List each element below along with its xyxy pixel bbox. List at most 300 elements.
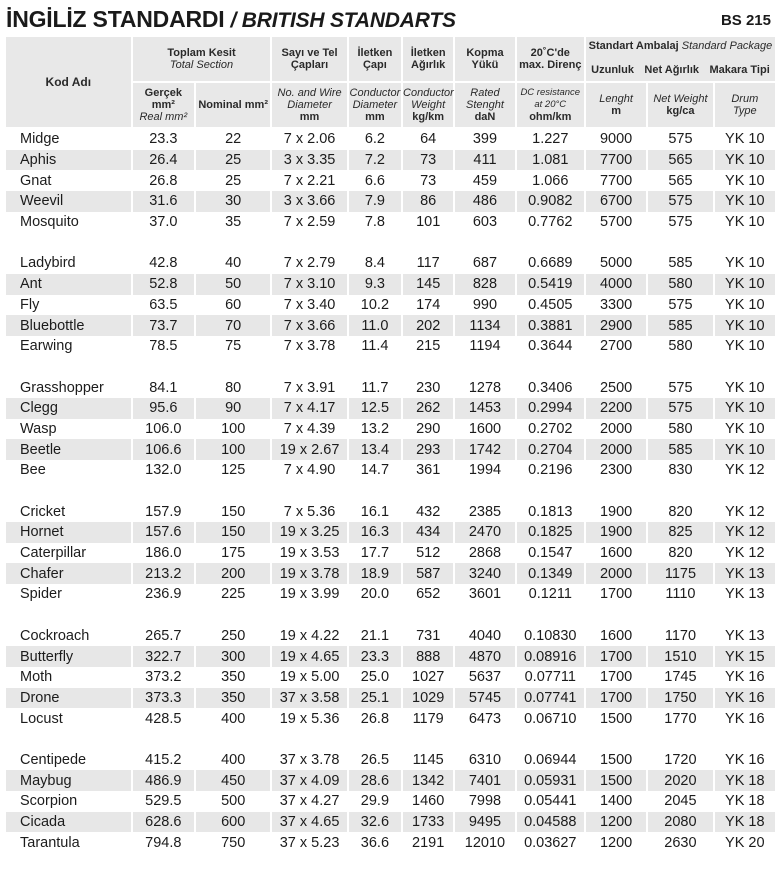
length-cell: 2200: [586, 398, 646, 419]
table-row: [6, 315, 775, 336]
code-name-cell: Cicada: [6, 812, 131, 833]
conductor-weight-cell: 731: [416, 627, 441, 644]
wire-config-cell: 7 x 4.90: [283, 462, 336, 479]
code-name-cell: Moth: [20, 669, 53, 686]
rated-strength-cell: 4870: [455, 646, 514, 667]
net-weight-cell: 2630: [664, 834, 697, 851]
real-section-cell: 157.9: [145, 503, 182, 520]
code-name-cell: Spider: [20, 586, 62, 603]
code-name-cell: Weevil: [6, 191, 131, 212]
dc-resistance-cell: 0.1813: [528, 503, 573, 520]
header-strength: [455, 37, 514, 83]
net-weight-cell: 580: [668, 338, 693, 355]
conductor-weight-cell: 101: [416, 214, 441, 231]
conductor-weight-cell: 434: [403, 522, 453, 543]
net-weight-cell: 575: [648, 398, 712, 419]
conductor-diameter-cell: 36.6: [360, 834, 390, 851]
nominal-section-cell: 150: [221, 503, 246, 520]
wire-config-cell: 19 x 5.00: [279, 669, 340, 686]
wire-config-cell: 3 x 3.66: [272, 191, 346, 212]
drum-type-cell: YK 18: [725, 793, 765, 810]
conductor-diameter-cell: 6.2: [364, 131, 385, 148]
conductor-diameter-cell: 25.1: [349, 688, 401, 709]
rated-strength-cell: 3601: [468, 586, 502, 603]
rated-strength-cell: 6310: [468, 751, 502, 768]
header-dc-en-1: DC resistance: [520, 87, 581, 98]
conductor-weight-cell: 652: [416, 586, 441, 603]
table-row: [6, 791, 775, 812]
length-cell: 1700: [599, 586, 633, 603]
dc-resistance-cell: 0.06944: [524, 751, 577, 768]
table-row: [6, 563, 775, 584]
code-name-cell: Chafer: [6, 563, 131, 584]
length-cell: 1200: [586, 812, 646, 833]
code-name-cell: Cockroach: [20, 627, 90, 644]
table-row: [6, 522, 775, 543]
conductor-weight-cell: 202: [403, 315, 453, 336]
nominal-section-cell: 60: [225, 296, 242, 313]
conductor-weight-cell: 293: [403, 439, 453, 460]
table-row: [6, 543, 775, 564]
conductor-weight-cell: 145: [403, 274, 453, 295]
group-spacer: [6, 232, 775, 253]
drum-type-cell: YK 10: [715, 439, 775, 460]
header-real: [133, 83, 194, 129]
code-name-cell: Mosquito: [20, 214, 79, 231]
code-name-cell: Midge: [20, 131, 60, 148]
conductor-weight-cell: 1179: [412, 710, 444, 727]
code-name-cell: Drone: [6, 688, 131, 709]
header-dc-tr-2: max. Direnç: [519, 59, 582, 71]
real-section-cell: 157.6: [133, 522, 194, 543]
dc-resistance-cell: 0.05441: [524, 793, 577, 810]
dc-resistance-cell: 0.03627: [524, 834, 577, 851]
dc-resistance-cell: 0.7762: [528, 214, 573, 231]
rated-strength-cell: 7401: [455, 770, 514, 791]
wire-config-cell: 19 x 3.78: [272, 563, 346, 584]
length-cell: 1500: [599, 751, 633, 768]
code-name-cell: Scorpion: [20, 793, 78, 810]
code-name-cell: Hornet: [6, 522, 131, 543]
dc-resistance-cell: 0.07741: [517, 688, 584, 709]
rated-strength-cell: 828: [455, 274, 514, 295]
real-section-cell: 186.0: [145, 545, 182, 562]
code-name-cell: Caterpillar: [20, 545, 87, 562]
drum-type-cell: YK 10: [725, 214, 765, 231]
table-row: [6, 812, 775, 833]
table-row: [6, 501, 775, 522]
length-cell: 5700: [599, 214, 633, 231]
dc-resistance-cell: 0.1547: [528, 545, 573, 562]
length-cell: 2000: [599, 420, 633, 437]
conductor-weight-cell: 432: [416, 503, 441, 520]
rated-strength-cell: 4040: [468, 627, 502, 644]
nominal-section-cell: 100: [221, 420, 246, 437]
dc-resistance-cell: 1.227: [532, 131, 569, 148]
real-section-cell: 236.9: [145, 586, 182, 603]
drum-type-cell: YK 18: [715, 770, 775, 791]
drum-type-cell: YK 13: [715, 563, 775, 584]
conductor-weight-cell: 86: [403, 191, 453, 212]
header-real-en: Real mm²: [139, 111, 188, 123]
code-name-cell: Clegg: [6, 398, 131, 419]
wire-config-cell: 7 x 4.39: [283, 420, 336, 437]
drum-type-cell: YK 16: [725, 669, 765, 686]
conductor-weight-cell: 215: [416, 338, 441, 355]
conductor-weight-cell: 290: [416, 420, 441, 437]
wire-config-cell: 37 x 5.23: [279, 834, 340, 851]
dc-resistance-cell: 0.2196: [528, 462, 573, 479]
nominal-section-cell: 22: [225, 131, 242, 148]
length-cell: 2900: [586, 315, 646, 336]
net-weight-cell: 1745: [664, 669, 697, 686]
header-cond-dia-en: [349, 83, 401, 129]
code-name-cell: Aphis: [6, 150, 131, 171]
table-row: [6, 419, 775, 440]
table-row: [6, 253, 775, 274]
real-section-cell: 106.6: [133, 439, 194, 460]
conductor-weight-cell: 888: [403, 646, 453, 667]
wire-config-cell: 7 x 3.10: [272, 274, 346, 295]
length-cell: 1200: [599, 834, 633, 851]
nominal-section-cell: 175: [221, 545, 246, 562]
conductor-diameter-cell: 17.7: [360, 545, 390, 562]
rated-strength-cell: 603: [472, 214, 498, 231]
header-cond-wt-unit: kg/km: [412, 111, 445, 123]
nominal-section-cell: 150: [196, 522, 270, 543]
wire-config-cell: 7 x 3.91: [283, 379, 336, 396]
code-name-cell: Bee: [20, 462, 46, 479]
header-cond-wt-tr-1: İletken: [410, 47, 446, 59]
drum-type-cell: YK 10: [725, 379, 765, 396]
wire-config-cell: 19 x 3.53: [279, 545, 340, 562]
drum-type-cell: YK 20: [725, 834, 765, 851]
conductor-diameter-cell: 28.6: [349, 770, 401, 791]
wire-config-cell: 7 x 3.66: [272, 315, 346, 336]
rated-strength-cell: 1742: [455, 439, 514, 460]
conductor-weight-cell: 117: [416, 255, 440, 272]
table-row: [6, 750, 775, 771]
real-section-cell: 52.8: [133, 274, 194, 295]
nominal-section-cell: 600: [196, 812, 270, 833]
header-cond-dia-tr-2: Çapı: [362, 59, 387, 71]
length-cell: 1900: [586, 522, 646, 543]
real-section-cell: 106.0: [145, 420, 182, 437]
table-row: [6, 274, 775, 295]
conductor-diameter-cell: 14.7: [360, 462, 390, 479]
header-strength-tr-2: Yükü: [471, 59, 499, 71]
drum-type-cell: YK 16: [725, 710, 765, 727]
length-cell: 2500: [599, 379, 633, 396]
nominal-section-cell: 75: [225, 338, 242, 355]
conductor-diameter-cell: 7.9: [349, 191, 401, 212]
wire-config-cell: 19 x 5.36: [279, 710, 340, 727]
header-net-en: [648, 83, 712, 129]
rated-strength-cell: 2385: [468, 503, 502, 520]
nominal-section-cell: 50: [196, 274, 270, 295]
header-length-tr: Uzunluk: [591, 64, 634, 76]
conductor-diameter-cell: 11.7: [361, 379, 389, 396]
table-row: [6, 688, 775, 709]
table-row: [6, 439, 775, 460]
nominal-section-cell: 35: [225, 214, 242, 231]
header-length-unit: m: [611, 105, 621, 117]
nominal-section-cell: 125: [221, 462, 246, 479]
real-section-cell: 73.7: [133, 315, 194, 336]
dc-resistance-cell: 1.081: [517, 150, 584, 171]
conductor-diameter-cell: 11.0: [349, 315, 401, 336]
conductor-diameter-cell: 21.1: [360, 627, 390, 644]
real-section-cell: 26.4: [133, 150, 194, 171]
dc-resistance-cell: 0.2994: [517, 398, 584, 419]
standard-code: BS 215: [720, 12, 771, 29]
net-weight-cell: 1750: [648, 688, 712, 709]
drum-type-cell: YK 13: [725, 586, 765, 603]
rated-strength-cell: 7998: [468, 793, 502, 810]
wire-config-cell: 19 x 3.99: [279, 586, 340, 603]
nominal-section-cell: 400: [221, 751, 246, 768]
conductor-weight-cell: 1145: [412, 751, 444, 768]
header-cond-dia: [349, 37, 401, 83]
wire-config-cell: 19 x 3.25: [272, 522, 346, 543]
real-section-cell: 63.5: [149, 296, 178, 313]
drum-type-cell: YK 10: [715, 274, 775, 295]
table-row: [6, 646, 775, 667]
dc-resistance-cell: 1.066: [532, 172, 569, 189]
length-cell: 1500: [599, 710, 633, 727]
header-wires-en-2: Diameter: [287, 99, 332, 111]
length-cell: 9000: [599, 131, 633, 148]
code-name-cell: Beetle: [6, 439, 131, 460]
conductor-diameter-cell: 13.2: [360, 420, 390, 437]
header-strength-en-1: Rated: [470, 87, 500, 99]
nominal-section-cell: 350: [221, 669, 246, 686]
header-cond-wt: [403, 37, 453, 83]
header-nominal: Nominal mm²: [196, 83, 270, 129]
nominal-section-cell: 350: [196, 688, 270, 709]
dc-resistance-cell: 0.9082: [517, 191, 584, 212]
dc-resistance-cell: 0.4505: [528, 296, 573, 313]
length-cell: 1600: [599, 545, 633, 562]
wire-config-cell: 37 x 4.65: [272, 812, 346, 833]
wire-config-cell: 3 x 3.35: [272, 150, 346, 171]
group-spacer: [6, 729, 775, 750]
conductor-weight-cell: 73: [403, 150, 453, 171]
real-section-cell: 529.5: [145, 793, 182, 810]
nominal-section-cell: 70: [196, 315, 270, 336]
drum-type-cell: YK 10: [725, 338, 765, 355]
dc-resistance-cell: 0.2704: [517, 439, 584, 460]
nominal-section-cell: 40: [225, 255, 242, 272]
conductor-diameter-cell: 16.3: [349, 522, 401, 543]
drum-type-cell: YK 10: [715, 398, 775, 419]
code-name-cell: Wasp: [20, 420, 57, 437]
page-title: [6, 6, 456, 33]
dc-resistance-cell: 0.1825: [517, 522, 584, 543]
table-row: [6, 295, 775, 316]
conductor-weight-cell: 73: [420, 172, 437, 189]
net-weight-cell: 575: [668, 214, 693, 231]
wire-config-cell: 19 x 4.22: [279, 627, 340, 644]
drum-type-cell: YK 16: [725, 751, 765, 768]
spacer-cell: [6, 605, 775, 626]
header-dc-tr-1: 20˚C'de: [530, 47, 570, 59]
nominal-section-cell: 250: [221, 627, 246, 644]
conductor-diameter-cell: 23.3: [349, 646, 401, 667]
drum-type-cell: YK 12: [725, 503, 765, 520]
net-weight-cell: 575: [668, 379, 693, 396]
nominal-section-cell: 90: [196, 398, 270, 419]
length-cell: 4000: [586, 274, 646, 295]
wire-config-cell: 37 x 3.58: [272, 688, 346, 709]
conductor-weight-cell: 64: [420, 131, 437, 148]
length-cell: 7700: [599, 172, 633, 189]
nominal-section-cell: 200: [196, 563, 270, 584]
table-row: [6, 212, 775, 233]
header-wires: [272, 37, 346, 83]
real-section-cell: 794.8: [145, 834, 182, 851]
nominal-section-cell: 100: [196, 439, 270, 460]
rated-strength-cell: 2470: [455, 522, 514, 543]
net-weight-cell: 580: [668, 420, 693, 437]
code-name-cell: Centipede: [20, 751, 87, 768]
header-cond-wt-en-1: Conductor: [403, 87, 454, 99]
wire-config-cell: 7 x 3.40: [283, 296, 336, 313]
table-row: [6, 170, 775, 191]
conductor-weight-cell: 262: [403, 398, 453, 419]
real-section-cell: 373.2: [145, 669, 182, 686]
length-cell: 1700: [586, 688, 646, 709]
spacer-cell: [6, 232, 775, 253]
net-weight-cell: 830: [668, 462, 693, 479]
drum-type-cell: YK 12: [725, 462, 765, 479]
rated-strength-cell: 2868: [468, 545, 502, 562]
real-section-cell: 23.3: [149, 131, 178, 148]
drum-type-cell: YK 10: [725, 296, 765, 313]
length-cell: 3300: [599, 296, 633, 313]
header-net-unit: kg/ca: [666, 105, 695, 117]
wire-config-cell: 19 x 4.65: [272, 646, 346, 667]
length-cell: 2000: [586, 439, 646, 460]
dc-resistance-cell: 0.2702: [528, 420, 573, 437]
dc-resistance-cell: 0.3881: [517, 315, 584, 336]
conductor-weight-cell: 1342: [403, 770, 453, 791]
rated-strength-cell: 12010: [464, 834, 506, 851]
real-section-cell: 428.5: [145, 710, 182, 727]
rated-strength-cell: 1278: [468, 379, 502, 396]
net-weight-cell: 575: [668, 131, 693, 148]
wire-config-cell: 7 x 2.06: [283, 131, 336, 148]
wire-config-cell: 7 x 5.36: [283, 503, 336, 520]
rated-strength-cell: 687: [472, 255, 498, 272]
spacer-cell: [6, 729, 775, 750]
header-wires-tr-1: Sayı ve Tel: [281, 47, 338, 59]
header-length-en: [586, 83, 646, 129]
drum-type-cell: YK 18: [715, 812, 775, 833]
real-section-cell: 84.1: [149, 379, 178, 396]
real-section-cell: 132.0: [145, 462, 182, 479]
table-row: [6, 460, 775, 481]
nominal-section-cell: 25: [225, 172, 242, 189]
header-drum-en: [715, 83, 775, 129]
dc-resistance-cell: 0.05931: [517, 770, 584, 791]
header-total-section-tr: Toplam Kesit: [167, 47, 236, 59]
real-section-cell: 373.3: [133, 688, 194, 709]
conductor-diameter-cell: 7.8: [364, 214, 385, 231]
header-package: [586, 37, 775, 83]
conductor-diameter-cell: 6.6: [364, 172, 385, 189]
header-real-tr: Gerçek mm²: [144, 87, 182, 111]
length-cell: 6700: [586, 191, 646, 212]
dc-resistance-cell: 0.3406: [528, 379, 573, 396]
length-cell: 2700: [599, 338, 633, 355]
conductor-weight-cell: 361: [416, 462, 441, 479]
drum-type-cell: YK 10: [715, 150, 775, 171]
code-name-cell: Butterfly: [6, 646, 131, 667]
header-cond-wt-tr-2: Ağırlık: [411, 59, 446, 71]
conductor-diameter-cell: 18.9: [349, 563, 401, 584]
rated-strength-cell: 9495: [455, 812, 514, 833]
drum-type-cell: YK 12: [725, 545, 765, 562]
drum-type-cell: YK 15: [715, 646, 775, 667]
rated-strength-cell: 411: [455, 150, 514, 171]
header-cond-dia-en-2: Diameter: [352, 99, 398, 111]
header-dc-unit: ohm/km: [529, 111, 572, 123]
real-section-cell: 26.8: [149, 172, 178, 189]
group-spacer: [6, 481, 775, 502]
drum-type-cell: YK 12: [715, 522, 775, 543]
dc-resistance-cell: 0.3644: [528, 338, 573, 355]
table-row: [6, 398, 775, 419]
header-strength-unit: daN: [474, 111, 496, 123]
group-spacer: [6, 357, 775, 378]
dc-resistance-cell: 0.04588: [517, 812, 584, 833]
table-header: [6, 37, 775, 129]
net-weight-cell: 2080: [648, 812, 712, 833]
rated-strength-cell: 1453: [455, 398, 514, 419]
header-drum-tr: Makara Tipi: [709, 64, 770, 76]
header-cond-wt-en: [403, 83, 453, 129]
net-weight-cell: 1720: [664, 751, 697, 768]
conductor-diameter-cell: 12.5: [349, 398, 401, 419]
length-cell: 1600: [599, 627, 633, 644]
dc-resistance-cell: 0.08916: [517, 646, 584, 667]
conductor-weight-cell: 1029: [403, 688, 453, 709]
net-weight-cell: 580: [648, 274, 712, 295]
header-code-name-tr: Kod Adı: [6, 37, 131, 129]
dc-resistance-cell: 0.1349: [517, 563, 584, 584]
spacer-cell: [6, 357, 775, 378]
real-section-cell: 415.2: [145, 751, 182, 768]
real-section-cell: 78.5: [149, 338, 178, 355]
table-row: [6, 770, 775, 791]
code-name-cell: Fly: [20, 296, 40, 313]
nominal-section-cell: 300: [196, 646, 270, 667]
conductor-weight-cell: 174: [416, 296, 441, 313]
header-cond-dia-tr-1: İletken: [357, 47, 393, 59]
real-section-cell: 322.7: [133, 646, 194, 667]
rated-strength-cell: 5745: [455, 688, 514, 709]
net-weight-cell: 575: [648, 191, 712, 212]
table-row: [6, 129, 775, 150]
table-body: [6, 129, 775, 853]
drum-type-cell: YK 16: [715, 688, 775, 709]
header-wires-unit: mm: [299, 111, 320, 123]
header-wires-en: [272, 83, 346, 129]
table-row: [6, 708, 775, 729]
rated-strength-cell: 6473: [468, 710, 502, 727]
rated-strength-cell: 399: [472, 131, 498, 148]
